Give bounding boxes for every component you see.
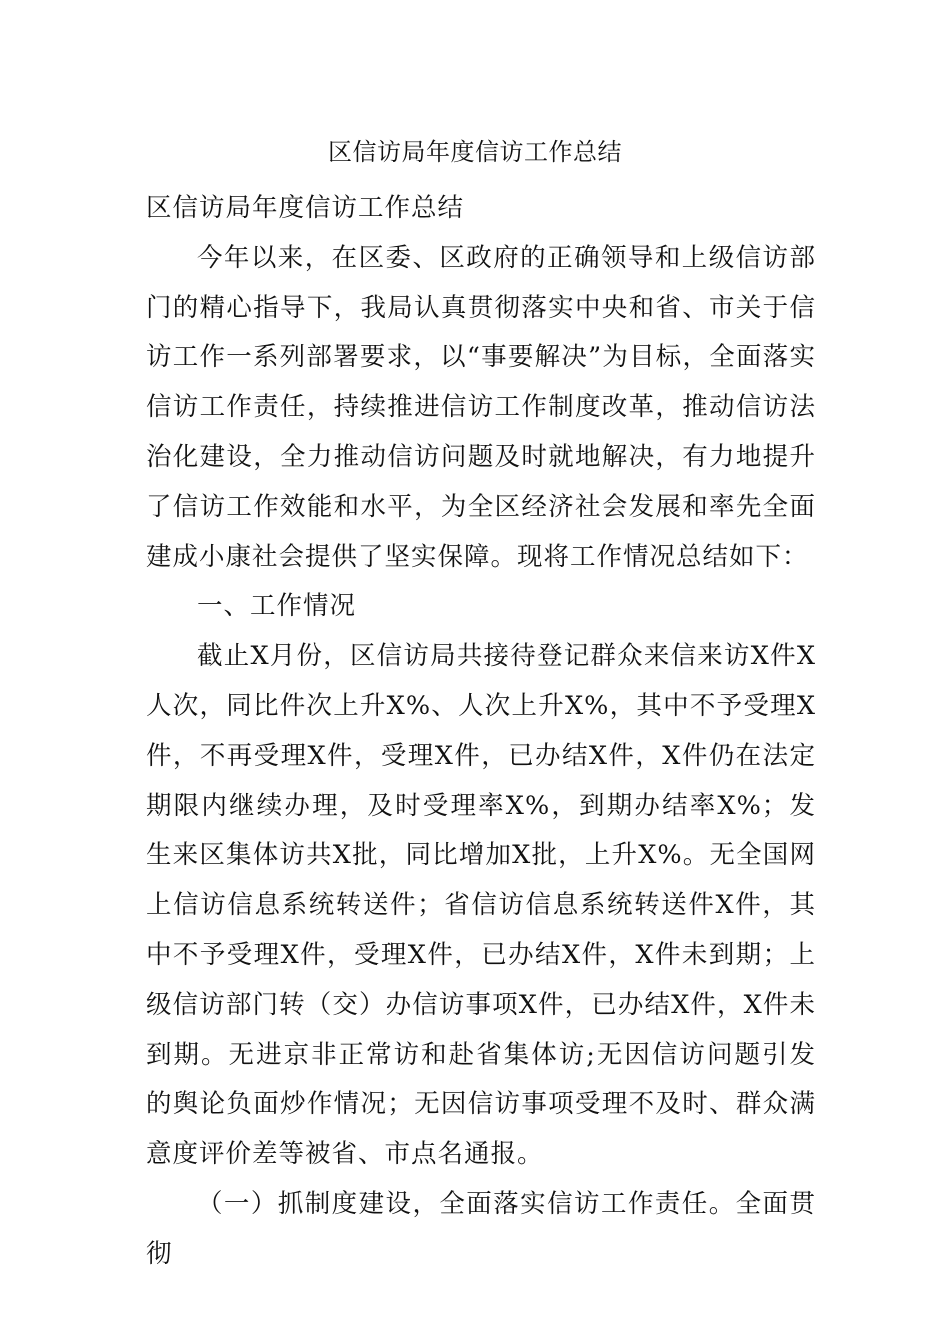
page-title: 区信访局年度信访工作总结 <box>328 138 622 166</box>
document-body <box>146 184 816 1280</box>
section-heading-work-status: 一、工作情况 <box>197 591 357 622</box>
document-subtitle: 区信访局年度信访工作总结 <box>146 193 465 223</box>
paragraph-intro: 今年以来，在区委、区政府的正确领导和上级信访部门的精心指导下，我局认真贯彻落实中央和省、市关于信访工作一系列部署要求，以“事要解决”为目标，全面落实信访工作责任，持续推进信访工作制度改革，推动信访法治化建设，全力推动信访问题及时就地解决，有力地提升了信访工作效能和水平，为全区经济社会发展和率先全面建成小康社会提供了坚实保障。现将工作情况总结如下： <box>146 242 816 572</box>
paragraph-statistics: 截止X月份，区信访局共接待登记群众来信来访X件X人次，同比件次上升X%、人次上升X%，其中不予受理X件，不再受理X件，受理X件，已办结X件，X件仍在法定期限内继续办理，及时受理率X%，到期办结率X%；发生来区集体访共X批，同比增加X批，上升X%。无全国网上信访信息系统转送件；省信访信息系统转送件X件，其中不予受理X件，受理X件，已办结X件，X件未到期；上级信访部门转（交）办信访事项X件，已办结X件，X件未到期。无进京非正常访和赴省集体访;无因信访问题引发的舆论负面炒作情况；无因信访事项受理不及时、群众满意度评价差等被省、市点名通报。 <box>146 641 816 1170</box>
subsection-heading-system-building: （一）抓制度建设，全面落实信访工作责任。全面贯彻 <box>146 1188 816 1269</box>
